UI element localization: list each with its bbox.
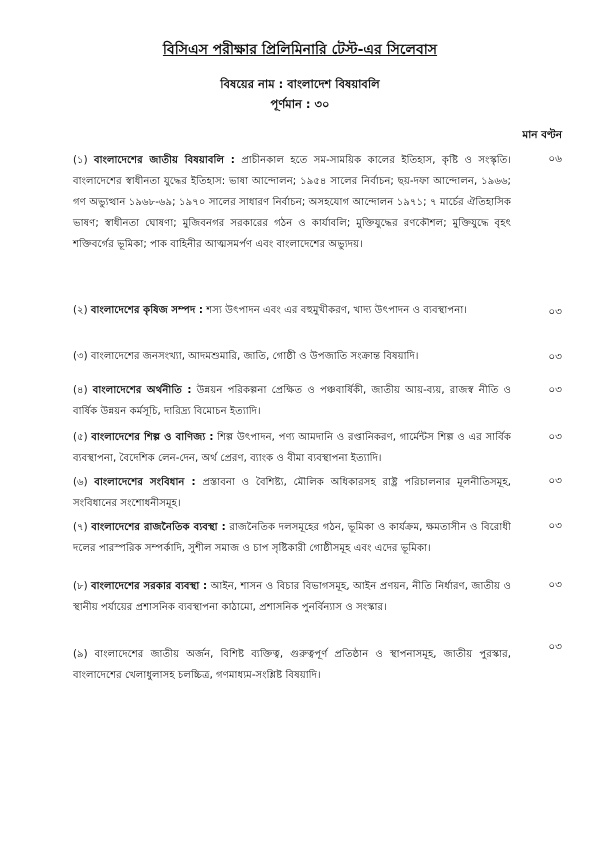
section-heading: বাংলাদেশের সংবিধান : (94, 477, 196, 488)
section-heading: বাংলাদেশের কৃষিজ সম্পদ : (90, 305, 203, 316)
syllabus-section-2 (73, 300, 511, 321)
section-body: রাজনৈতিক দলসমূহের গঠন, ভূমিকা ও কার্যক্রম, ক্ষমতাসীন ও বিরোধী দলের পারস্পরিক সম্পর্কাদি, সুশীল সমাজ ও চাপ সৃষ্টিকারী গোষ্ঠীসমূহ এবং এদের ভূমিকা। (73, 522, 511, 554)
section-number: (১) (73, 155, 88, 166)
section-body: প্রাচীনকাল হতে সম-সাময়িক কালের ইতিহাস, কৃষ্টি ও সংস্কৃতি। বাংলাদেশের স্বাধীনতা যুদ্ধের ইতিহাস: ভাষা আন্দোলন; ১৯৫৪ সালের নির্বাচন; ছয়-দফা আন্দোলন, ১৯৬৬; গণ অভ্যুত্থান ১৯৬৮-৬৯; ১৯৭০ সালের সাধারণ নির্বাচন; অসহযোগ আন্দোলন ১৯৭১; ৭ মার্চের ঐতিহাসিক ভাষণ; স্বাধীনতা ঘোষণা; মুজিবনগর সরকারের গঠন ও কার্যাবলি; মুক্তিযুদ্ধের রণকৌশল; মুক্তিযুদ্ধে বৃহৎ শক্তিবর্গের ভূমিকা; পাক বাহিনীর আত্মসমর্পণ এবং বাংলাদেশের অভ্যুদয়। (73, 155, 511, 250)
section-mark-6: ০৩ (548, 475, 562, 487)
section-mark-1: ০৬ (548, 153, 562, 165)
section-body: উন্নয়ন পরিকল্পনা প্রেক্ষিত ও পঞ্চবার্ষিকী, জাতীয় আয়-ব্যয়, রাজস্ব নীতি ও বার্ষিক উন্নয়ন কর্মসূচি, দারিদ্র্য বিমোচন ইত্যাদি। (73, 385, 511, 417)
section-number: (৪) (73, 385, 88, 396)
syllabus-section-3 (73, 346, 511, 367)
section-body: শস্য উৎপাদন এবং এর বহুমুখীকরণ, খাদ্য উৎপাদন ও ব্যবস্থাপনা। (206, 305, 467, 316)
section-mark-2: ০৩ (548, 306, 562, 318)
syllabus-section-8 (73, 576, 511, 618)
section-number: (২) (73, 305, 88, 316)
mark-distribution-header: মান বণ্টন (522, 129, 562, 141)
section-mark-8: ০৩ (548, 579, 562, 591)
section-number: (৩) (73, 351, 88, 362)
section-mark-7: ০৩ (548, 520, 562, 532)
section-heading: বাংলাদেশের সরকার ব্যবস্থা : (91, 581, 208, 592)
section-heading: বাংলাদেশের জাতীয় বিষয়াবলি : (93, 155, 235, 166)
section-number: (৭) (73, 522, 88, 533)
section-body: আইন, শাসন ও বিচার বিভাগসমূহ, আইন প্রণয়ন, নীতি নির্ধারণ, জাতীয় ও স্থানীয় পর্যায়ের প্রশাসনিক ব্যবস্থাপনা কাঠামো, প্রশাসনিক পুনর্বিন্যাস ও সংস্কার। (73, 581, 511, 613)
subject-name: বিষয়ের নাম : বাংলাদেশ বিষয়াবলি (220, 77, 380, 91)
full-marks: পূর্ণমান : ৩০ (270, 97, 330, 111)
syllabus-section-9 (73, 644, 511, 686)
section-mark-9: ০৩ (548, 641, 562, 653)
syllabus-section-7 (73, 517, 511, 559)
section-number: (৬) (73, 477, 88, 488)
section-body: বাংলাদেশের জনসংখ্যা, আদমশুমারি, জাতি, গোষ্ঠী ও উপজাতি সংক্রান্ত বিষয়াদি। (90, 351, 419, 362)
section-body: বাংলাদেশের জাতীয় অর্জন, বিশিষ্ট ব্যক্তিত্ব, গুরুত্বপূর্ণ প্রতিষ্ঠান ও স্থাপনাসমূহ, জাতীয় পুরস্কার, বাংলাদেশের খেলাধুলাসহ চলচ্চিত্র, গণমাধ্যম-সংশ্লিষ্ট বিষয়াদি। (73, 649, 511, 681)
section-heading: বাংলাদেশের অর্থনীতি : (92, 385, 192, 396)
section-heading: বাংলাদেশের রাজনৈতিক ব্যবস্থা : (91, 522, 226, 533)
syllabus-section-5 (73, 427, 511, 469)
section-mark-4: ০৩ (548, 384, 562, 396)
section-body: প্রস্তাবনা ও বৈশিষ্ট্য, মৌলিক অধিকারসহ রাষ্ট্র পরিচালনার মূলনীতিসমূহ, সংবিধানের সংশোধনীসমূহ। (73, 477, 511, 509)
section-mark-5: ০৩ (548, 431, 562, 443)
section-number: (৯) (73, 649, 88, 660)
section-number: (৮) (73, 581, 88, 592)
document-title: বিসিএস পরীক্ষার প্রিলিমিনারি টেস্ট-এর সিলেবাস (162, 42, 438, 58)
section-mark-3: ০৩ (548, 351, 562, 363)
syllabus-section-4 (73, 380, 511, 422)
syllabus-section-1 (73, 150, 511, 255)
section-body: শিল্প উৎপাদন, পণ্য আমদানি ও রপ্তানিকরণ, গার্মেন্টস শিল্প ও এর সার্বিক ব্যবস্থাপনা, বৈদেশিক লেন-দেন, অর্থ প্রেরণ, ব্যাংক ও বীমা ব্যবস্থাপনা ইত্যাদি। (73, 432, 511, 464)
section-number: (৫) (73, 432, 88, 443)
section-heading: বাংলাদেশের শিল্প ও বাণিজ্য : (91, 432, 214, 443)
syllabus-section-6 (73, 472, 511, 514)
